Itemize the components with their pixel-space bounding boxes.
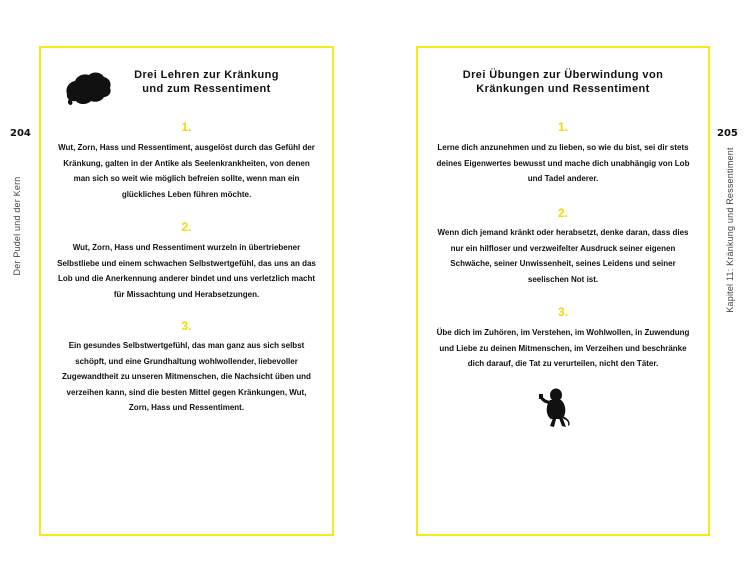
left-page-frame — [39, 46, 334, 536]
right-item-number-3: 3. — [557, 305, 568, 319]
right-page-frame — [416, 46, 710, 536]
left-item-text-1: Wut, Zorn, Hass und Ressentiment, ausgelöst durch das Gefühl der Kränkung, galten in der Antike als Seelenkrankheiten, von denen man sich so weit wie möglich befreien sollte, wenn man ein glückliches Leben führen möchte. — [58, 143, 315, 199]
page-number-right: 205 — [717, 128, 738, 139]
left-item-number-2: 2. — [181, 220, 192, 234]
running-head-right: Kapitel 11: Kränkung und Ressentiment — [725, 147, 735, 313]
left-item-text-3: Ein gesundes Selbstwertgefühl, das man ganz aus sich selbst schöpft, und eine Grundhaltung wohlwollender, liebevoller Zugewandtheit zu unseren Mitmenschen, die Nachsicht üben und verzeihen kann, sind die besten Mittel gegen Kränkungen, Wut, Zorn, Hass und Ressentiment. — [62, 341, 311, 413]
left-item-text-2: Wut, Zorn, Hass und Ressentiment wurzeln in übertriebener Selbstliebe und einem schwachen Selbstwertgefühl, das uns an das Lob und die Anerkennung anderer bindet und uns verletzlich macht für Missachtung und Herabsetzungen. — [57, 243, 316, 299]
right-item-number-2: 2. — [557, 206, 568, 220]
left-heading — [101, 68, 312, 96]
left-item-number-1: 1. — [181, 120, 192, 134]
right-heading-line1: Drei Übungen zur Überwindung von — [462, 69, 664, 81]
running-head-left: Der Pudel und der Kern — [12, 176, 22, 276]
left-item-number-3: 3. — [181, 319, 192, 333]
right-heading-line2: Kränkungen und Ressentiment — [476, 83, 650, 95]
right-item-number-1: 1. — [557, 120, 568, 134]
right-heading — [438, 68, 688, 96]
right-item-text-3: Übe dich im Zuhören, im Verstehen, im Wohlwollen, in Zuwendung und Liebe zu deinen Mitmenschen, im Verzeihen und beschränke dich darauf, die Tat zu verurteilen, nicht den Täter. — [436, 328, 690, 369]
left-heading-line1: Drei Lehren zur Kränkung — [134, 69, 279, 81]
right-item-text-2: Wenn dich jemand kränkt oder herabsetzt, denke daran, dass dies nur ein hilfloser und verzweifelter Ausdruck seiner eigenen Schwäche, seiner Unwissenheit, seines Leidens und seiner seelischen Not ist. — [437, 228, 689, 284]
left-heading-line2: und zum Ressentiment — [142, 83, 271, 95]
page-number-left: 204 — [10, 128, 31, 139]
sitting-monkey-icon — [535, 386, 575, 428]
right-item-text-1: Lerne dich anzunehmen und zu lieben, so wie du bist, sei dir stets deines Eigenwertes bewusst und mache dich unabhängig von Lob und Tadel anderer. — [436, 143, 690, 184]
